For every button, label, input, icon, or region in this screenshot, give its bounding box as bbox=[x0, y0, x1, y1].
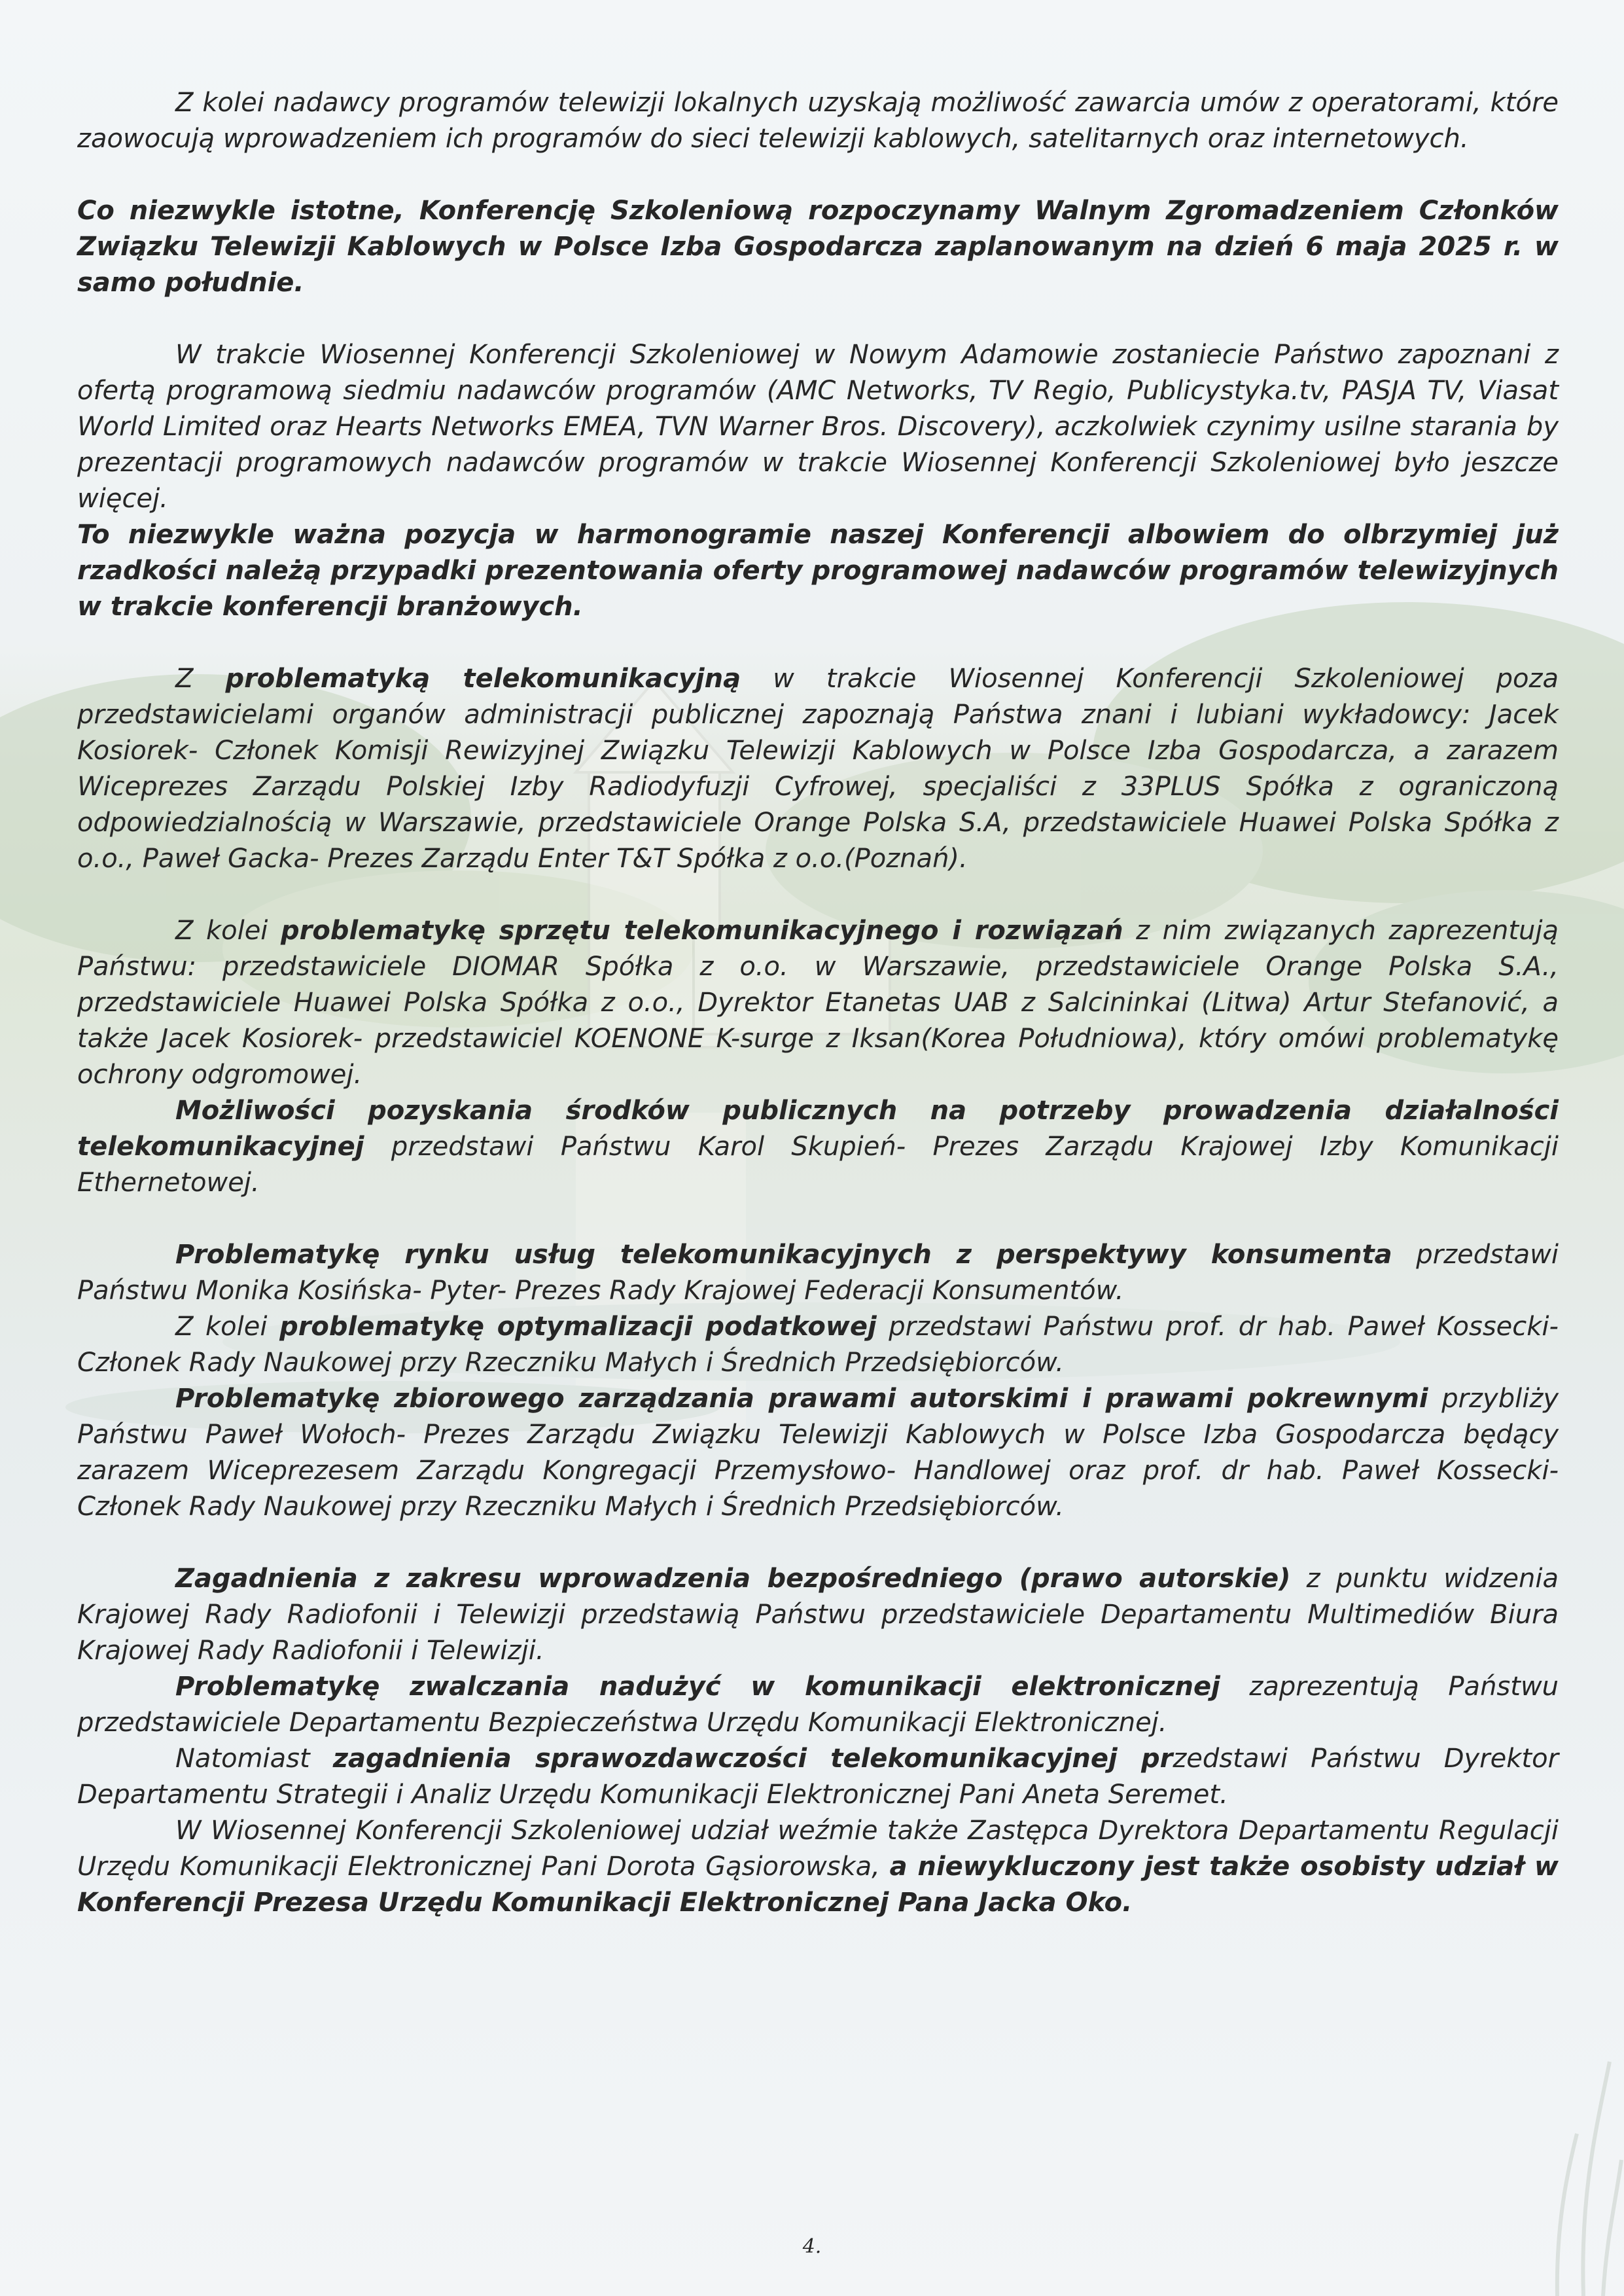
emphasis-text: problematykę optymalizacji podatkowej bbox=[279, 1312, 877, 1342]
body-text: przedstawi Państwu prof. dr hab. Paweł Kossecki- Członek Rady Naukowej przy Rzeczniku Małych i Średnich Przedsiębiorców. bbox=[77, 1312, 1559, 1378]
body-text: z punktu widzenia Krajowej Rady Radiofonii i Telewizji przedstawią Państwu przedstawiciele Departamentu Multimediów Biura Krajowej Rady Radiofonii i Telewizji. bbox=[77, 1564, 1559, 1666]
emphasis-text: Problematykę rynku usług telekomunikacyjnych z perspektywy konsumenta bbox=[175, 1240, 1392, 1270]
emphasis-text: Problematykę zwalczania nadużyć w komunikacji elektronicznej bbox=[175, 1672, 1220, 1702]
body-text: przybliży Państwu Paweł Wołoch- Prezes Zarządu Związku Telewizji Kablowych w Polsce Izba Gospodarcza będący zarazem Wiceprezesem Zarządu Kongregacji Przemysłowo- Handlowej oraz prof. dr hab. Paweł Kossecki- Członek Rady Naukowej przy Rzeczniku Małych i Średnich Przedsiębiorców. bbox=[77, 1384, 1559, 1522]
paragraph-deputy-director bbox=[77, 1813, 1559, 1921]
body-text: przedstawi Państwu Karol Skupień- Prezes Zarządu Krajowej Izby Komunikacji Ethernetowej. bbox=[77, 1132, 1559, 1198]
emphasis-text: Możliwości pozyskania środków publicznych na potrzeby prowadzenia działalności telekomunikacyjnej bbox=[77, 1096, 1559, 1162]
body-text: z nim związanych zaprezentują Państwu: przedstawiciele DIOMAR Spółka z o.o. w Warszawie, przedstawiciele Orange Polska S.A., przedstawiciele Huawei Polska Spółka z o.o., Dyrektor Etanetas UAB z Salcininkai (Litwa) Artur Stefanović, a także Jacek Kosiorek- przedstawiciel KOENONE K-surge z Iksan(Korea Południowa), który omówi problematykę ochrony odgromowej. bbox=[77, 916, 1559, 1090]
body-text: w trakcie Wiosennej Konferencji Szkoleniowej poza przedstawicielami organów administracji publicznej zapoznają Państwa znani i lubiani wykładowcy: Jacek Kosiorek- Członek Komisji Rewizyjnej Związku Telewizji Kablowych w Polsce Izba Gospodarcza, a zarazem Wiceprezes Zarządu Polskiej Izby Radiodyfuzji Cyfrowej, specjaliści z 33PLUS Spółka z ograniczoną odpowiedzialnością w Warszawie, przedstawiciele Orange Polska S.A, przedstawiciele Huawei Polska Spółka z o.o., Paweł Gacka- Prezes Zarządu Enter T&T Spółka z o.o.(Poznań). bbox=[77, 664, 1559, 874]
emphasis-text: Co niezwykle istotne, Konferencję Szkoleniową rozpoczynamy Walnym Zgromadzeniem Członków Związku Telewizji Kablowych w Polsce Izba Gospodarcza zaplanowanym na dzień 6 maja 2025 r. w samo południe. bbox=[77, 196, 1559, 298]
emphasis-text: Zagadnienia z zakresu wprowadzenia bezpośredniego (prawo autorskie) bbox=[175, 1564, 1291, 1594]
paragraph-equipment-topics bbox=[77, 913, 1559, 1093]
body-text: zaprezentują Państwu przedstawiciele Departamentu Bezpieczeństwa Urzędu Komunikacji Elektronicznej. bbox=[77, 1672, 1559, 1738]
paragraph-abuse-prevention bbox=[77, 1669, 1559, 1741]
body-text: Z kolei nadawcy programów telewizji lokalnych uzyskają możliwość zawarcia umów z operatorami, które zaowocują wprowadzeniem ich programów do sieci telewizji kablowych, satelitarnych oraz internetowych. bbox=[77, 88, 1559, 154]
emphasis-text: problematykę sprzętu telekomunikacyjnego i rozwiązań bbox=[280, 916, 1123, 946]
paragraph-tax-optimization bbox=[77, 1309, 1559, 1381]
paragraph-important-position bbox=[77, 517, 1559, 625]
paragraph-public-funding bbox=[77, 1093, 1559, 1201]
body-text: Z kolei bbox=[175, 1312, 280, 1342]
emphasis-text: Problematykę zbiorowego zarządzania prawami autorskimi i prawami pokrewnymi bbox=[175, 1384, 1428, 1414]
emphasis-text: To niezwykle ważna pozycja w harmonogramie naszej Konferencji albowiem do olbrzymiej już rzadkości należą przypadki prezentowania oferty programowej nadawców programów telewizyjnych w trakcie konferencji branżowych. bbox=[77, 520, 1559, 622]
paragraph-reporting bbox=[77, 1741, 1559, 1813]
paragraph-program-offers bbox=[77, 337, 1559, 517]
page-number: 4. bbox=[802, 2235, 822, 2258]
body-text: przedstawi Państwu Monika Kosińska- Pyter- Prezes Rady Krajowej Federacji Konsumentów. bbox=[77, 1240, 1559, 1306]
body-text: Natomiast bbox=[175, 1744, 333, 1774]
paragraph-local-broadcasters bbox=[77, 85, 1559, 157]
body-text: W Wiosennej Konferencji Szkoleniowej udział weźmie także Zastępca Dyrektora Departamentu Regulacji Urzędu Komunikacji Elektronicznej Pani Dorota Gąsiorowska, bbox=[77, 1816, 1559, 1882]
paragraph-copyright-management bbox=[77, 1381, 1559, 1525]
body-text: W trakcie Wiosennej Konferencji Szkoleniowej w Nowym Adamowie zostaniecie Państwo zapoznani z ofertą programową siedmiu nadawców programów (AMC Networks, TV Regio, Publicystyka.tv, PASJA TV, Viasat World Limited oraz Hearts Networks EMEA, TVN Warner Bros. Discovery), aczkolwiek czynimy usilne starania by prezentacji programowych nadawców programów w trakcie Wiosennej Konferencji Szkoleniowej było jeszcze więcej. bbox=[77, 340, 1559, 514]
body-text: zedstawi Państwu Dyrektor Departamentu Strategii i Analiz Urzędu Komunikacji Elektronicznej Pani Aneta Seremet. bbox=[77, 1744, 1559, 1810]
paragraph-telecom-topics bbox=[77, 661, 1559, 877]
body-text: Z kolei bbox=[175, 916, 281, 946]
emphasis-text: a niewykluczony jest także osobisty udział w Konferencji Prezesa Urzędu Komunikacji Elektronicznej Pana Jacka Oko. bbox=[77, 1852, 1559, 1918]
document-body bbox=[77, 85, 1559, 1921]
paragraph-general-assembly bbox=[77, 193, 1559, 301]
paragraph-consumer-perspective bbox=[77, 1237, 1559, 1309]
body-text: Z bbox=[175, 664, 226, 694]
emphasis-text: zagadnienia sprawozdawczości telekomunikacyjnej pr bbox=[332, 1744, 1173, 1774]
emphasis-text: problematyką telekomunikacyjną bbox=[225, 664, 741, 694]
paragraph-direct-injection bbox=[77, 1561, 1559, 1669]
